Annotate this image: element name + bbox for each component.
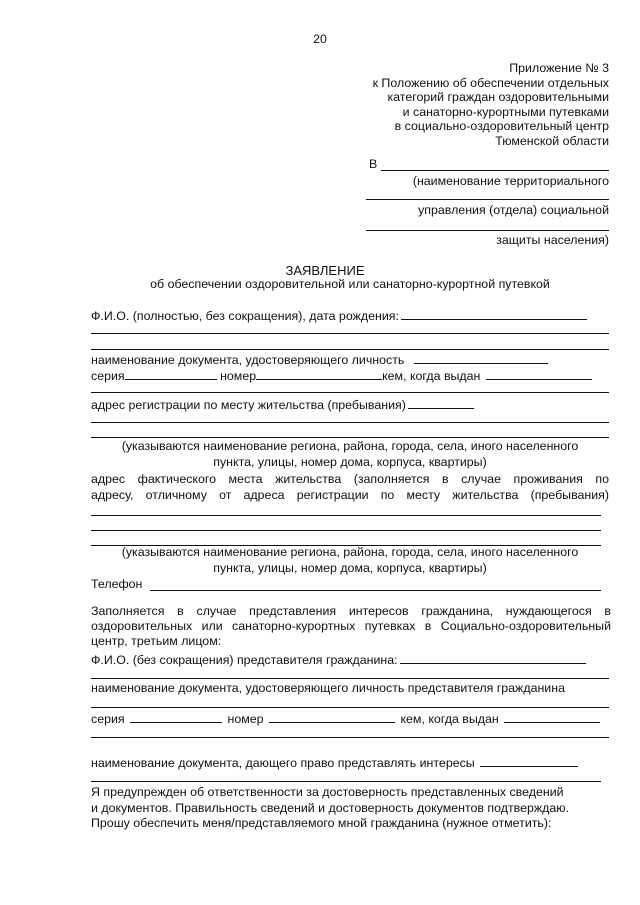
rep-doc-line[interactable]	[91, 707, 609, 708]
declaration-block	[91, 785, 569, 832]
rep-fio-input[interactable]	[400, 651, 586, 664]
series-label: серия	[91, 369, 125, 383]
phone-label: Телефон	[91, 577, 143, 591]
declaration-line: и документов. Правильность сведений и достоверность документов подтверждаю.	[91, 800, 570, 815]
authority-doc-label: наименование документа, дающего право представлять интересы	[91, 756, 475, 770]
declaration-line: Прошу обеспечить меня/представляемого мной гражданина (нужное отметить):	[91, 816, 552, 830]
appendix-line: в социально-оздоровительный центр	[394, 119, 609, 133]
rep-intro-1: Заполняется в случае представления интересов гражданина, нуждающегося в	[91, 604, 611, 618]
authority-doc-line[interactable]	[91, 781, 601, 782]
number-label: номер	[220, 369, 257, 383]
reg-address-label: адрес регистрации по месту жительства (пребывания)	[91, 398, 406, 412]
phone-input[interactable]	[150, 590, 601, 591]
rep-series-input[interactable]	[130, 710, 222, 723]
rep-number-label: номер	[227, 712, 264, 726]
address-hint-2: пункта, улицы, номер дома, корпуса, квартиры)	[213, 455, 487, 469]
recipient-prefix: В	[369, 157, 378, 171]
recipient-line[interactable]	[366, 230, 609, 231]
reg-address-line[interactable]	[91, 422, 609, 423]
doc-name-label: наименование документа, удостоверяющего личность	[91, 353, 405, 367]
rep-intro-2: оздоровительных или санаторно-курортных путевках в Социально-оздоровительный	[91, 619, 611, 633]
reg-address-line[interactable]	[91, 437, 609, 438]
rep-doc-line[interactable]	[91, 737, 609, 738]
declaration-line: Я предупрежден об ответственности за достоверность представленных сведений	[91, 785, 564, 799]
issued-input[interactable]	[486, 367, 592, 380]
rep-doc-name-label: наименование документа, удостоверяющего личность представителя гражданина	[91, 681, 565, 695]
number-input[interactable]	[256, 367, 382, 380]
fio-label: Ф.И.О. (полностью, без сокращения), дата рождения:	[91, 309, 399, 323]
appendix-line: Приложение № 3	[509, 61, 609, 75]
recipient-hint-1: (наименование территориального	[412, 174, 609, 188]
recipient-line[interactable]	[381, 170, 609, 171]
document-title: ЗАЯВЛЕНИЕ	[285, 263, 365, 278]
address-hint-2: пункта, улицы, номер дома, корпуса, квартиры)	[213, 561, 487, 575]
appendix-line: Тюменской области	[495, 133, 609, 148]
authority-doc-input[interactable]	[480, 754, 578, 767]
rep-fio-label: Ф.И.О. (без сокращения) представителя гражданина:	[91, 653, 398, 667]
recipient-hint-2: управления (отдела) социальной	[418, 203, 609, 217]
rep-fio-line[interactable]	[91, 678, 609, 679]
appendix-block	[373, 61, 609, 148]
rep-intro-3: центр, третьим лицом:	[91, 634, 222, 648]
rep-number-input[interactable]	[269, 710, 395, 723]
fact-address-line[interactable]	[91, 530, 601, 531]
reg-address-input[interactable]	[408, 396, 474, 409]
appendix-line: и санаторно-курортными путевками	[402, 104, 609, 119]
address-hint-1: (указываются наименование региона, района, города, села, иного населенного	[121, 545, 579, 559]
recipient-hint-3: защиты населения)	[496, 233, 609, 247]
fact-address-label-1: адрес фактического места жительства (заполняется в случае проживания по	[91, 472, 609, 486]
recipient-line[interactable]	[366, 199, 609, 200]
doc-line[interactable]	[91, 392, 609, 393]
address-hint-1: (указываются наименование региона, района, города, села, иного населенного	[121, 439, 579, 453]
rep-issued-label: кем, когда выдан	[400, 712, 499, 726]
issued-label: кем, когда выдан	[382, 369, 481, 383]
document-subtitle: об обеспечении оздоровительной или санаторно-курортной путевкой	[150, 277, 550, 291]
series-input[interactable]	[125, 367, 217, 380]
appendix-line: к Положению об обеспечении отдельных	[372, 75, 609, 90]
fio-line[interactable]	[91, 349, 609, 350]
fio-line[interactable]	[91, 333, 609, 334]
doc-name-input[interactable]	[414, 351, 548, 364]
rep-series-label: серия	[91, 712, 125, 726]
fact-address-line[interactable]	[91, 515, 601, 516]
appendix-line: категорий граждан оздоровительными	[387, 90, 609, 104]
fact-address-label-2: адресу, отличному от адреса регистрации по месту жительства (пребывания)	[91, 488, 609, 502]
fio-input[interactable]	[401, 307, 587, 320]
page-number: 20	[313, 32, 327, 46]
rep-issued-input[interactable]	[504, 710, 600, 723]
